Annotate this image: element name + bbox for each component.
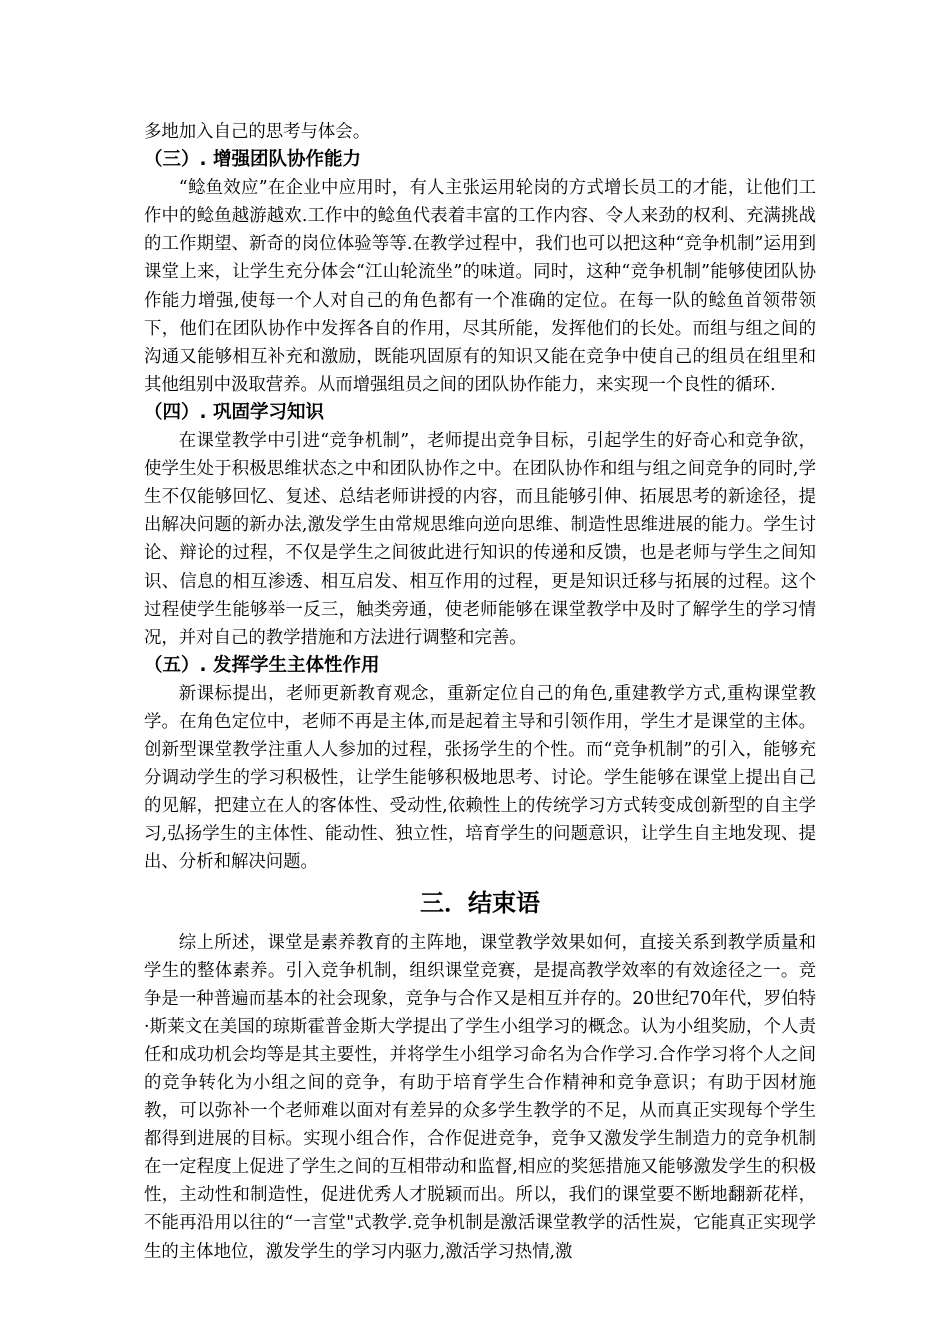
section-heading-consolidate-knowledge: （四）. 巩固学习知识 — [144, 401, 324, 423]
section-paragraph-team-collaboration: “鲶鱼效应”在企业中应用时，有人主张运用轮岗的方式增长员工的才能，让他们工作中的鲶鱼越游越欢.工作中的鲶鱼代表着丰富的工作内容、令人来劲的权利、充满挑战的工作期望、新奇的岗位体验等等.在教学过程中，我们也可以把这种“竞争机制”运用到课堂上来，让学生充分体会“江山轮流坐”的味道。同时，这种“竞争机制”能够使团队协作能力增强,使每一个人对自己的角色都有一个准确的定位。在每一队的鲶鱼首领带领下，他们在团队协作中发挥各自的作用，尽其所能，发挥他们的长处。而组与组之间的沟通又能够相互补充和激励，既能巩固原有的知识又能在竞争中使自己的组员在组里和其他组别中汲取营养。从而增强组员之间的团队协作能力，来实现一个良性的循环. — [144, 178, 816, 395]
conclusion-paragraph: 综上所述，课堂是素养教育的主阵地，课堂教学效果如何，直接关系到教学质量和学生的整体素养。引入竞争机制，组织课堂竞赛，是提高教学效率的有效途径之一。竞争是一种普遍而基本的社会现象，竞争与合作又是相互并存的。20世纪70年代，罗伯特·斯莱文在美国的琼斯霍普金斯大学提出了学生小组学习的概念。认为小组奖励，个人责任和成功机会均等是其主要性，并将学生小组学习命名为合作学习.合作学习将个人之间的竞争转化为小组之间的竞争，有助于培育学生合作精神和竞争意识；有助于因材施教，可以弥补一个老师难以面对有差异的众多学生教学的不足，从而真正实现每个学生都得到进展的目标。实现小组合作，合作促进竞争，竞争又激发学生制造力的竞争机制在一定程度上促进了学生之间的互相带动和监督,相应的奖惩措施又能够激发学生的积极性，主动性和制造性，促进优秀人才脱颖而出。所以，我们的课堂要不断地翻新花样，不能再沿用以往的“一言堂"式教学.竞争机制是激活课堂教学的活性炭，它能真正实现学生的主体地位，激发学生的学习内驱力,激活学习热情,激 — [144, 932, 816, 1262]
section-paragraph-student-subjectivity: 新课标提出，老师更新教育观念，重新定位自己的角色,重建教学方式,重构课堂教学。在角色定位中，老师不再是主体,而是起着主导和引领作用，学生才是课堂的主体。创新型课堂教学注重人人参加的过程，张扬学生的个性。而“竞争机制”的引入，能够充分调动学生的学习积极性，让学生能够积极地思考、讨论。学生能够在课堂上提出自己的见解，把建立在人的客体性、受动性,依赖性上的传统学习方式转变成创新型的自主学习,弘扬学生的主体性、能动性、独立性，培育学生的问题意识，让学生自主地发现、提出、分析和解决问题。 — [144, 683, 816, 873]
document-page — [144, 118, 816, 1266]
intro-continuation: 多地加入自己的思考与体会。 — [144, 122, 371, 142]
section-paragraph-consolidate-knowledge: 在课堂教学中引进“竞争机制”，老师提出竞争目标，引起学生的好奇心和竞争欲，使学生处于积极思维状态之中和团队协作之中。在团队协作和组与组之间竞争的同时,学生不仅能够回忆、复述、总结老师讲授的内容，而且能够引伸、拓展思考的新途径，提出解决问题的新办法,激发学生由常规思维向逆向思维、制造性思维进展的能力。学生讨论、辩论的过程，不仅是学生之间彼此进行知识的传递和反馈，也是老师与学生之间知识、信息的相互渗透、相互启发、相互作用的过程，更是知识迁移与拓展的过程。这个过程使学生能够举一反三，触类旁通，使老师能够在课堂教学中及时了解学生的学习情况，并对自己的教学措施和方法进行调整和完善。 — [144, 431, 816, 648]
section-heading-student-subjectivity: （五）. 发挥学生主体性作用 — [144, 654, 380, 676]
conclusion-heading: 三．结束语 — [420, 888, 540, 917]
section-heading-team-collaboration: （三）. 增强团队协作能力 — [144, 149, 361, 171]
